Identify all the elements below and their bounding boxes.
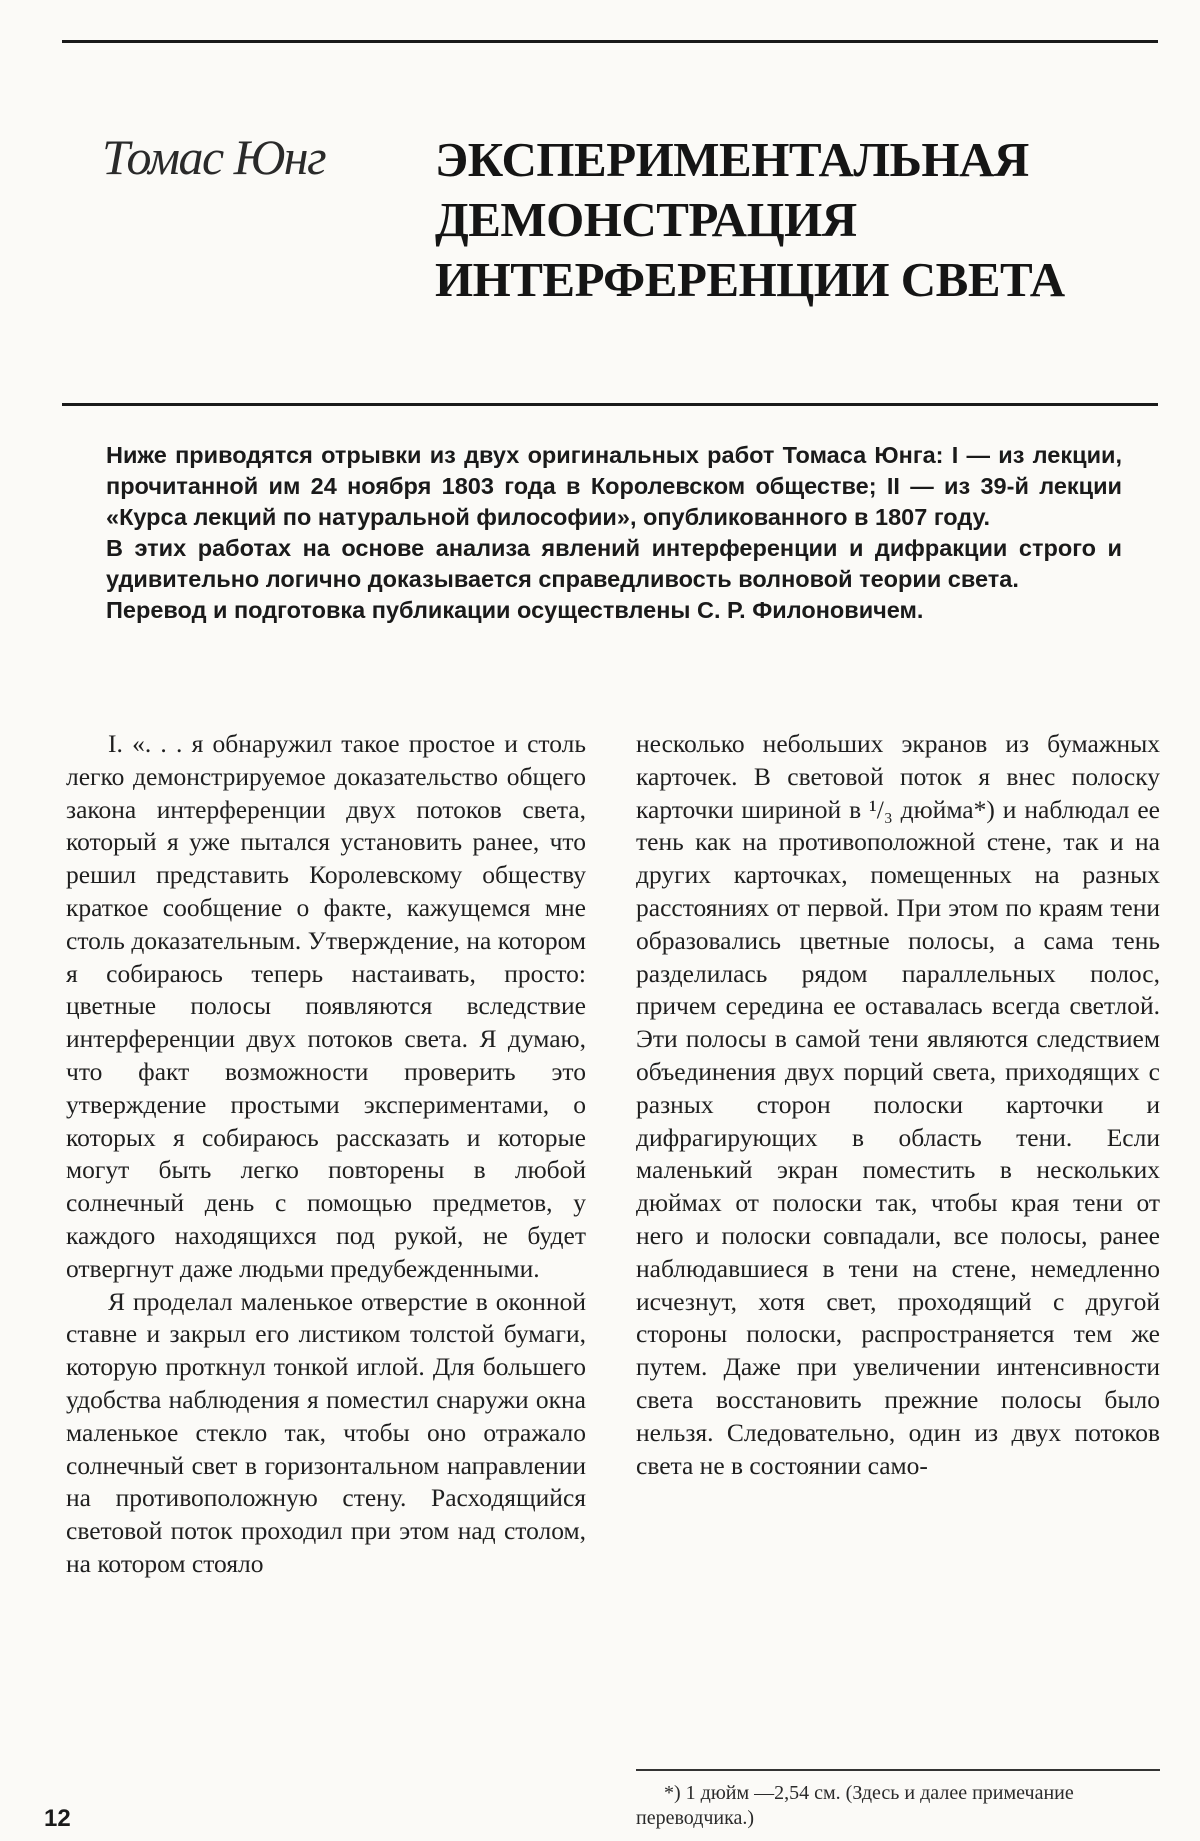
section-rule	[62, 403, 1158, 406]
editorial-intro	[106, 440, 1122, 626]
title-line: ДЕМОНСТРАЦИЯ	[435, 192, 857, 247]
body-paragraph: Я проделал маленькое отверстие в оконной ставне и закрыл его листиком толстой бумаги, которую проткнул тонкой иглой. Для большего удобства наблюдения я поместил снаружи окна маленькое стекло так, чтобы оно отражало солнечный свет в горизонтальном направлении на противоположную стену. Расходящийся световой поток проходил при этом над столом, на котором стояло	[66, 1286, 586, 1578]
body-paragraph: несколько небольших экранов из бумажных карточек. В световой поток я внес полоску карточки шириной в ¹/₃ дюйма*) и наблюдал ее тень как на противоположной стене, так и на других карточках, помещенных на разных расстояниях от первой. При этом по краям тени образовались цветные полосы, а сама тень разделилась рядом параллельных полос, причем середина ее оставалась всегда светлой. Эти полосы в самой тени являются следствием объединения двух порций света, приходящих с разных сторон полоски карточки и дифрагирующих в область тени. Если маленький экран поместить в нескольких дюймах от полоски так, чтобы края тени от него и полоски совпадали, все полосы, ранее наблюдавшиеся в тени на стене, немедленно исчезнут, хотя свет, проходящий с другой стороны полоски, распространяется тем же путем. Даже при увеличении интенсивности света восстановить прежние полосы было нельзя. Следовательно, один из двух потоков света не в состоянии само-	[636, 729, 1160, 1480]
title-line: ЭКСПЕРИМЕНТАЛЬНАЯ	[435, 132, 1029, 187]
body-paragraph: I. «. . . я обнаружил такое простое и столь легко демонстрируемое доказательство общего закона интерференции двух потоков света, который я уже пытался установить ранее, что решил представить Королевскому обществу краткое сообщение о факте, кажущемся мне столь доказательным. Утверждение, на котором я собираюсь теперь настаивать, просто: цветные полосы появляются вследствие интерференции двух потоков света. Я думаю, что факт возможности проверить это утверждение простыми экспериментами, о которых я собираюсь рассказать и которые могут быть легко повторены в любой солнечный день с помощью предметов, у каждого находящихся под рукой, не будет отвергнут даже людьми предубежденными.	[66, 729, 586, 1283]
intro-paragraph: Ниже приводятся отрывки из двух оригинальных работ Томаса Юнга: I — из лекции, прочитанной им 24 ноября 1803 года в Королевском обществе; II — из 39-й лекции «Курса лекций по натуральной философии», опубликованного в 1807 году.	[106, 442, 1122, 530]
page-number: 12	[44, 1805, 71, 1832]
right-column	[636, 728, 1160, 1482]
title-line: ИНТЕРФЕРЕНЦИИ СВЕТА	[435, 252, 1065, 307]
left-column	[66, 728, 586, 1581]
author-name: Томас Юнг	[102, 129, 326, 185]
article-title	[435, 130, 1065, 310]
footnote-rule	[636, 1769, 1160, 1771]
intro-credits: Перевод и подготовка публикации осуществлены С. Р. Филоновичем.	[106, 597, 924, 623]
footnote: *) 1 дюйм —2,54 см. (Здесь и далее примечание переводчика.)	[636, 1782, 1074, 1829]
intro-paragraph: В этих работах на основе анализа явлений интерференции и дифракции строго и удивительно логично доказывается справедливость волновой теории света.	[106, 535, 1122, 592]
top-rule	[62, 40, 1158, 43]
